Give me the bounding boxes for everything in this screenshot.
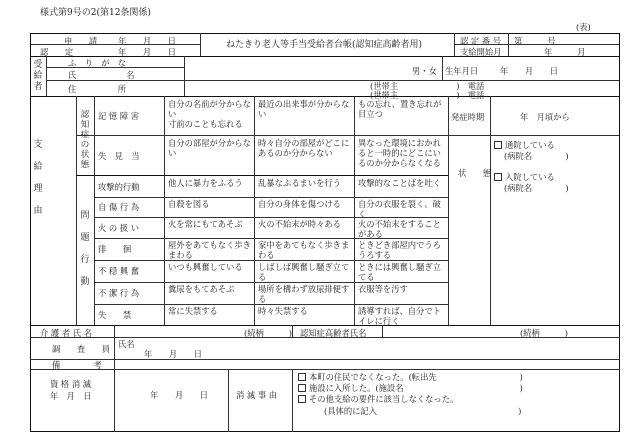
reason-detail: (具体的に記入 ) [324,406,522,416]
criterion-label: 自 傷 行 為 [98,202,140,212]
loss-label: 資 格 消 滅 年 月 日 [50,379,92,401]
criterion-label: 失 禁 [98,309,132,320]
criterion-level-3: 火の不始末をすることがある [358,219,441,239]
criterion-label: 不 潔 行 為 [98,288,140,298]
reason-option[interactable]: その他支給の要件に該当しなくなった。 [298,394,458,404]
reason-checkbox[interactable] [298,395,306,403]
criterion-level-2: 場所を構わず放尿排便する [258,284,350,304]
criterion-level-2: 時々自分の部屋がどこにあるのか分からない [258,138,350,158]
status-label: 状 態 [458,168,492,178]
criterion-level-2: 時々失禁する [258,306,308,316]
householder-line-2: (世帯主 ) 電話 [370,90,485,100]
criterion-level-3: もの忘れ、置き忘れが目立つ [358,99,442,119]
criterion-level-1: 自分の部屋が分からない [168,138,251,158]
reason-label: 消 滅 事 由 [236,390,278,400]
name-label: 氏 名 [68,70,135,80]
address-label: 住 所 [68,84,127,94]
criterion-label: 火 の 扱 い [98,222,140,233]
onset-label: 発症時期 [451,112,485,122]
form-title: ねたきり老人等手当受給者台帳(認知症高齢者用) [226,40,423,50]
criterion-level-3: ときには興奮し騒ぎ立てる [358,262,441,282]
relation-1: (続柄 ) [244,328,292,338]
frame-right [619,33,620,432]
criterion-level-1: 自分の名前が分からない 寸前のことも忘れる [168,99,251,129]
investigator-date: 年 月 日 [144,349,203,359]
form-id: 様式第9号の2(第12条関係) [40,8,151,18]
criterion-level-2: しばしば興奮し騒ぎ立てる [258,262,350,282]
criterion-level-3: 誘導すれば、自分でトイレに行く [358,306,441,326]
start-value: 年 月 [544,47,586,57]
outpatient-hospital: (病院名 ) [504,151,569,161]
frame-left [30,33,31,432]
criterion-level-1: 糞尿をもてあそぶ [168,284,235,294]
criterion-level-2: 最近の出来事が分からない [258,99,350,119]
relation-2: (続柄 ) [520,328,568,338]
criterion-label: 攻撃的行動 [98,181,140,192]
criterion-label: 不 穏 興 奮 [98,266,140,276]
criterion-level-3: 自分の衣服を裂く、破く [358,199,441,219]
dob-value: 年 月 日 [500,66,559,76]
criterion-level-2: 乱暴なふるまいを行う [258,178,341,188]
investigator-name-sub: 氏名 [118,339,135,349]
reason-option[interactable]: 本町の住民でなくなった。(転出先 ) [298,372,523,382]
apply-date: 年 月 日 [118,36,177,46]
elder-name-label: 認知症高齢者氏名 [300,328,367,338]
outpatient-option[interactable]: 通院している [494,140,555,150]
criterion-level-3: ときどき部屋内でうろうろする [358,240,441,260]
start-label: 支給開始月 [460,47,502,57]
problem-behavior-label: 問題行動 [80,211,90,287]
criterion-level-2: 自分の身体を傷つける [258,199,341,209]
sex-field: 男・女 [412,66,437,76]
criterion-label: 徘 徊 [98,244,132,254]
investigator-label: 調 査 員 [52,344,111,354]
onset-value: 年 月頃から [520,112,570,122]
criterion-level-3: 衣服等を汚す [358,284,408,294]
criterion-level-3: 攻撃的なことばを吐く [358,178,441,188]
inpatient-checkbox[interactable] [494,173,502,181]
criterion-level-2: 火の不始末が時々ある [258,219,341,229]
cognitive-label: 認知症の状態 [80,110,90,170]
remarks-label: 備 考 [52,360,102,370]
cert-no-label: 認 定 番 号 [460,36,502,46]
inpatient-option[interactable]: 入院している [494,172,555,182]
apply-label: 申 請 [64,36,98,46]
criterion-level-2: 家中をあてもなく歩きまわる [258,240,350,260]
criterion-level-1: 自殺を図る [168,199,210,209]
furigana-label: ふ り が な [68,58,127,68]
householder-line-1: (世帯主 ) 電話 [370,81,485,91]
reason-checkbox[interactable] [298,373,306,381]
criteria-group-label: 支給理由 [33,140,43,216]
loss-date: 年 月 日 [150,390,209,400]
criterion-level-1: 屋外をあてもなく歩きまわる [168,240,251,260]
criterion-level-1: 火を常にもてあそぶ [168,219,243,229]
frame-top [30,33,620,34]
approve-date: 年 月 日 [118,47,177,57]
reason-option[interactable]: 施設に入所した。(施設名 ) [298,383,523,393]
criterion-level-1: 他人に暴力をふるう [168,178,243,188]
reason-checkbox[interactable] [298,384,306,392]
approve-label: 認 定 [40,47,74,57]
criterion-level-1: いつも興奮している [168,262,243,272]
outpatient-checkbox[interactable] [494,141,502,149]
criterion-level-1: 常に失禁する [168,306,218,316]
caregiver-label: 介 護 者 氏 名 [40,328,93,338]
cert-no-value: 第 号 [514,36,556,46]
inpatient-hospital: (病院名 ) [504,183,569,193]
frame-bottom [30,431,620,432]
recipient-group-label: 受給者 [33,60,43,92]
criterion-label: 記 憶 障 害 [98,111,140,121]
criterion-label: 失 見 当 [98,150,140,161]
side-label: (表) [576,22,591,32]
criterion-level-3: 異なった環境におかれると一時的にどこにいるのか分からなくなる [358,138,441,168]
dob-label: 生年月日 [445,66,479,76]
